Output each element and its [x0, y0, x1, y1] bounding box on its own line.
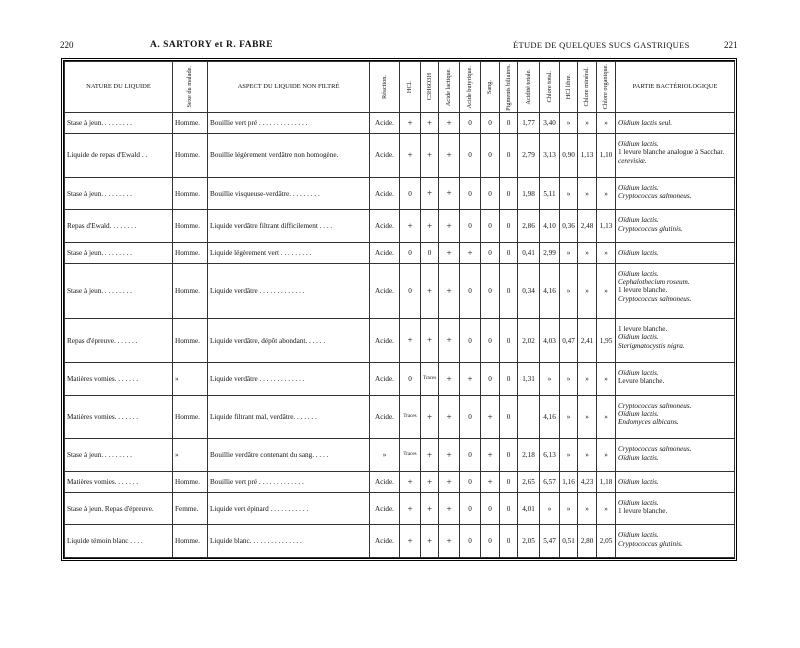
table-row — [65, 242, 735, 263]
data-table — [64, 61, 735, 558]
cell-sexe: » — [173, 439, 208, 471]
cell-hcl: 0 — [400, 242, 421, 263]
column-header-label: Chlore minéral. — [583, 67, 591, 107]
cell-nature: Stase à jeun. . . . . . . . . — [65, 113, 173, 134]
column-header — [460, 62, 481, 113]
cell-clm: » — [578, 177, 597, 209]
cell-nature: Repas d'épreuve. . . . . . . — [65, 319, 173, 363]
cell-acid: 1,77 — [518, 113, 540, 134]
cell-hcll: » — [560, 395, 578, 439]
cell-reaction: Acide. — [370, 113, 400, 134]
column-header-label: Acide butyrique. — [466, 65, 474, 109]
cell-reaction: Acide. — [370, 525, 400, 558]
bacteriology-line: Oïdium lactis. — [618, 453, 659, 462]
column-header-label: Chlore organique. — [602, 64, 610, 110]
cell-sang: 0 — [481, 363, 500, 395]
cell-but: 0 — [460, 492, 481, 524]
cell-sexe: Homme. — [173, 113, 208, 134]
cell-lact: + — [439, 319, 460, 363]
cell-lact: + — [439, 263, 460, 318]
bacteriology-line: Levure blanche. — [618, 377, 665, 386]
running-head-authors: A. SARTORY et R. FABRE — [150, 40, 274, 50]
table-row — [65, 439, 735, 471]
cell-bacteriology — [616, 363, 735, 395]
cell-reaction: Acide. — [370, 242, 400, 263]
cell-bacteriology — [616, 177, 735, 209]
cell-aspect: Liquide filtrant mal, verdâtre. . . . . . . — [208, 395, 370, 439]
cell-cl: 4,10 — [540, 210, 560, 242]
cell-nature: Matières vomies. . . . . . . — [65, 395, 173, 439]
table-row — [65, 319, 735, 363]
bacteriology-line: Cryptococcus salmoneus. — [618, 445, 692, 454]
cell-reaction: Acide. — [370, 263, 400, 318]
cell-acid: 2,86 — [518, 210, 540, 242]
cell-hcll: 0,36 — [560, 210, 578, 242]
table-row — [65, 210, 735, 242]
column-header — [208, 62, 370, 113]
bacteriology-line: 1 levure blanche analogue à Sacchar. — [618, 148, 725, 157]
cell-hcl: + — [400, 134, 421, 178]
bacteriology-line: Oïdium lactis. — [618, 477, 659, 486]
cell-clm: 2,80 — [578, 525, 597, 558]
cell-cl: 4,16 — [540, 395, 560, 439]
column-header — [65, 62, 173, 113]
cell-pig: 0 — [500, 210, 518, 242]
cell-clm: » — [578, 492, 597, 524]
cell-cl: 6,57 — [540, 471, 560, 492]
cell-c3: + — [421, 492, 439, 524]
cell-c3: + — [421, 177, 439, 209]
cell-but: + — [460, 363, 481, 395]
cell-bacteriology — [616, 263, 735, 318]
column-header-label: Acidité totale. — [524, 69, 532, 105]
cell-reaction: Acide. — [370, 471, 400, 492]
cell-nature: Stase à jeun. . . . . . . . . — [65, 242, 173, 263]
cell-clo: 1,95 — [597, 319, 616, 363]
cell-reaction: Acide. — [370, 492, 400, 524]
bacteriology-line: Cephalothecium roseum. — [618, 278, 690, 287]
column-header — [616, 62, 735, 113]
bacteriology-line: Oïdium lactis. — [618, 531, 659, 540]
cell-hcll: » — [560, 363, 578, 395]
table-row — [65, 263, 735, 318]
column-header — [370, 62, 400, 113]
cell-sexe: Homme. — [173, 263, 208, 318]
cell-clm: » — [578, 242, 597, 263]
cell-bacteriology — [616, 395, 735, 439]
cell-pig: 0 — [500, 177, 518, 209]
bacteriology-line: Cryptococcus salmoneus. — [618, 192, 692, 201]
cell-sang: 0 — [481, 134, 500, 178]
cell-pig: 0 — [500, 492, 518, 524]
cell-bacteriology — [616, 319, 735, 363]
cell-clo: » — [597, 363, 616, 395]
cell-c3: + — [421, 395, 439, 439]
cell-clm: » — [578, 363, 597, 395]
cell-clo: » — [597, 439, 616, 471]
cell-pig: 0 — [500, 113, 518, 134]
cell-aspect: Bouillie vert pré . . . . . . . . . . . . . . — [208, 113, 370, 134]
table-row — [65, 134, 735, 178]
bacteriology-line: Sterigmatocystis nigra. — [618, 341, 685, 350]
cell-hcl: + — [400, 525, 421, 558]
column-header-label: ASPECT DU LIQUIDE NON FILTRÉ — [237, 83, 340, 91]
cell-hcl: + — [400, 471, 421, 492]
cell-but: 0 — [460, 210, 481, 242]
table-row — [65, 395, 735, 439]
cell-aspect: Bouillie légèrement verdâtre non homogène. — [208, 134, 370, 178]
running-head-title: ÉTUDE DE QUELQUES SUCS GASTRIQUES — [513, 40, 690, 50]
cell-clo: » — [597, 395, 616, 439]
cell-reaction: » — [370, 439, 400, 471]
cell-clo: » — [597, 177, 616, 209]
cell-acid — [518, 395, 540, 439]
cell-acid: 1,98 — [518, 177, 540, 209]
cell-pig: 0 — [500, 395, 518, 439]
table-row — [65, 363, 735, 395]
column-header-label: Sexe du malade. — [186, 66, 194, 108]
bacteriology-line: 1 levure blanche. — [618, 325, 668, 334]
column-header-label: PARTIE BACTÉRIOLOGIQUE — [632, 83, 718, 91]
page-number-left: 220 — [60, 40, 74, 50]
table-body — [65, 113, 735, 558]
cell-sexe: » — [173, 363, 208, 395]
cell-but: + — [460, 242, 481, 263]
cell-clm: » — [578, 113, 597, 134]
column-header-label: NATURE DU LIQUIDE — [86, 83, 151, 91]
table-row — [65, 113, 735, 134]
cell-clm: 2,48 — [578, 210, 597, 242]
cell-hcll: » — [560, 177, 578, 209]
column-header — [540, 62, 560, 113]
cell-sexe: Homme. — [173, 525, 208, 558]
cell-hcll: » — [560, 113, 578, 134]
table-row — [65, 525, 735, 558]
cell-aspect: Bouillie visqueuse-verdâtre. . . . . . . . . — [208, 177, 370, 209]
cell-acid: 0,34 — [518, 263, 540, 318]
cell-c3: + — [421, 471, 439, 492]
bacteriology-line: Oïdium lactis. — [618, 216, 659, 225]
cell-lact: + — [439, 242, 460, 263]
cell-hcl: 0 — [400, 363, 421, 395]
cell-pig: 0 — [500, 319, 518, 363]
table-row — [65, 492, 735, 524]
bacteriology-line: Oïdium lactis. — [618, 269, 659, 278]
cell-c3: Traces — [421, 363, 439, 395]
cell-sang: 0 — [481, 263, 500, 318]
cell-hcl: Traces — [400, 395, 421, 439]
column-header — [421, 62, 439, 113]
cell-pig: 0 — [500, 471, 518, 492]
cell-hcl: + — [400, 492, 421, 524]
cell-cl: 4,03 — [540, 319, 560, 363]
column-header-label: HCl libre. — [564, 74, 572, 100]
cell-lact: + — [439, 439, 460, 471]
cell-sang: 0 — [481, 177, 500, 209]
cell-acid: 2,02 — [518, 319, 540, 363]
cell-lact: + — [439, 525, 460, 558]
cell-acid: 2,18 — [518, 439, 540, 471]
cell-nature: Matières vomies. . . . . . . — [65, 363, 173, 395]
column-header — [560, 62, 578, 113]
cell-clo: 1,13 — [597, 210, 616, 242]
cell-reaction: Acide. — [370, 177, 400, 209]
cell-hcll: » — [560, 263, 578, 318]
cell-sexe: Homme. — [173, 242, 208, 263]
cell-acid: 0,41 — [518, 242, 540, 263]
cell-c3: + — [421, 263, 439, 318]
bacteriology-line: 1 levure blanche. — [618, 286, 668, 295]
cell-c3: + — [421, 319, 439, 363]
cell-sang: + — [481, 395, 500, 439]
cell-reaction: Acide. — [370, 319, 400, 363]
cell-c3: + — [421, 134, 439, 178]
cell-hcl: 0 — [400, 177, 421, 209]
cell-bacteriology — [616, 525, 735, 558]
cell-clm: 2,41 — [578, 319, 597, 363]
cell-pig: 0 — [500, 134, 518, 178]
cell-acid: 2,05 — [518, 525, 540, 558]
cell-cl: 3,13 — [540, 134, 560, 178]
cell-aspect: Liquide légèrement vert . . . . . . . . . — [208, 242, 370, 263]
cell-clo: 2,05 — [597, 525, 616, 558]
cell-bacteriology — [616, 134, 735, 178]
column-header — [439, 62, 460, 113]
cell-cl: 6,13 — [540, 439, 560, 471]
cell-sang: 0 — [481, 210, 500, 242]
column-header — [500, 62, 518, 113]
cell-but: 0 — [460, 263, 481, 318]
cell-clo: 1,10 — [597, 134, 616, 178]
bacteriology-line: Oïdium lactis seul. — [618, 119, 673, 127]
cell-but: 0 — [460, 471, 481, 492]
bacteriology-line: Oïdium lactis. — [618, 498, 659, 507]
cell-nature: Stase à jeun. Repas d'épreuve. — [65, 492, 173, 524]
bacteriology-line: Oïdium lactis. — [618, 183, 659, 192]
cell-but: 0 — [460, 177, 481, 209]
cell-acid: 2,79 — [518, 134, 540, 178]
cell-hcl: + — [400, 319, 421, 363]
column-header — [400, 62, 421, 113]
cell-acid: 4,01 — [518, 492, 540, 524]
cell-lact: + — [439, 492, 460, 524]
bacteriology-line: Cryptococcus glutinis. — [618, 224, 683, 233]
cell-aspect: Bouillie verdâtre contenant du sang. . . . . — [208, 439, 370, 471]
bacteriology-line: Cryptococcus glutinis. — [618, 539, 683, 548]
cell-nature: Stase à jeun. . . . . . . . . — [65, 439, 173, 471]
bacteriology-line: Oïdium lactis. — [618, 333, 659, 342]
cell-clo: 1,18 — [597, 471, 616, 492]
cell-bacteriology — [616, 439, 735, 471]
cell-hcl: Traces — [400, 439, 421, 471]
cell-but: 0 — [460, 319, 481, 363]
bacteriology-line: Oïdium lactis. — [618, 409, 659, 418]
cell-lact: + — [439, 177, 460, 209]
cell-sexe: Homme. — [173, 210, 208, 242]
cell-hcll: » — [560, 492, 578, 524]
cell-lact: + — [439, 210, 460, 242]
cell-reaction: Acide. — [370, 134, 400, 178]
column-header-label: Acide lactique. — [445, 67, 453, 107]
cell-pig: 0 — [500, 242, 518, 263]
cell-cl: » — [540, 492, 560, 524]
cell-sang: 0 — [481, 113, 500, 134]
cell-nature: Liquide de repas d'Ewald . . — [65, 134, 173, 178]
cell-lact: + — [439, 471, 460, 492]
cell-bacteriology — [616, 471, 735, 492]
cell-sang: 0 — [481, 242, 500, 263]
cell-lact: + — [439, 395, 460, 439]
column-header — [518, 62, 540, 113]
bacteriology-line: 1 levure blanche. — [618, 507, 668, 516]
cell-c3: + — [421, 113, 439, 134]
cell-clo: » — [597, 263, 616, 318]
cell-hcll: 0,47 — [560, 319, 578, 363]
cell-nature: Stase à jeun. . . . . . . . . — [65, 177, 173, 209]
cell-cl: 5,47 — [540, 525, 560, 558]
cell-bacteriology — [616, 242, 735, 263]
column-header-label: Chlore total. — [545, 71, 553, 103]
cell-aspect: Liquide verdâtre filtrant difficilement . . . . — [208, 210, 370, 242]
cell-lact: + — [439, 134, 460, 178]
cell-cl: 5,11 — [540, 177, 560, 209]
cell-c3: + — [421, 210, 439, 242]
cell-hcl: 0 — [400, 263, 421, 318]
bacteriology-line: Oïdium lactis. — [618, 369, 659, 378]
cell-hcl: + — [400, 113, 421, 134]
cell-clo: » — [597, 113, 616, 134]
column-header — [481, 62, 500, 113]
cell-hcll: 0,90 — [560, 134, 578, 178]
cell-lact: + — [439, 113, 460, 134]
cell-aspect: Liquide vert épinard . . . . . . . . . . . — [208, 492, 370, 524]
cell-aspect: Liquide verdâtre . . . . . . . . . . . . . — [208, 263, 370, 318]
cell-but: 0 — [460, 439, 481, 471]
cell-c3: + — [421, 439, 439, 471]
cell-sang: + — [481, 471, 500, 492]
cell-pig: 0 — [500, 439, 518, 471]
column-header-label: Réaction. — [380, 75, 388, 99]
bacteriology-line: cerevisiæ. — [618, 156, 647, 165]
bacteriology-line: Endomyces albicans. — [618, 418, 679, 427]
cell-sexe: Homme. — [173, 319, 208, 363]
cell-hcl: + — [400, 210, 421, 242]
cell-acid: 1,31 — [518, 363, 540, 395]
cell-clm: 1,13 — [578, 134, 597, 178]
cell-clm: » — [578, 395, 597, 439]
cell-bacteriology — [616, 113, 735, 134]
cell-pig: 0 — [500, 263, 518, 318]
cell-aspect: Bouillie vert pré . . . . . . . . . . . . . — [208, 471, 370, 492]
cell-c3: 0 — [421, 242, 439, 263]
page-number-right: 221 — [724, 40, 738, 50]
cell-clo: » — [597, 242, 616, 263]
cell-aspect: Liquide verdâtre . . . . . . . . . . . . . — [208, 363, 370, 395]
cell-lact: + — [439, 363, 460, 395]
cell-sexe: Femme. — [173, 492, 208, 524]
cell-but: 0 — [460, 134, 481, 178]
cell-but: 0 — [460, 525, 481, 558]
bacteriology-line: Cryptococcus salmoneus. — [618, 401, 692, 410]
cell-clm: » — [578, 263, 597, 318]
column-header — [578, 62, 597, 113]
cell-sang: 0 — [481, 492, 500, 524]
cell-sang: + — [481, 439, 500, 471]
cell-sexe: Homme. — [173, 395, 208, 439]
cell-sexe: Homme. — [173, 471, 208, 492]
cell-sexe: Homme. — [173, 134, 208, 178]
cell-c3: + — [421, 525, 439, 558]
cell-nature: Repas d'Ewald. . . . . . . . — [65, 210, 173, 242]
cell-hcll: 1,16 — [560, 471, 578, 492]
table-row — [65, 471, 735, 492]
cell-sang: 0 — [481, 525, 500, 558]
cell-hcll: » — [560, 242, 578, 263]
cell-aspect: Liquide verdâtre, dépôt abondant. . . . . . — [208, 319, 370, 363]
bacteriology-line: Oïdium lactis. — [618, 140, 659, 149]
cell-clm: » — [578, 439, 597, 471]
cell-cl: 4,16 — [540, 263, 560, 318]
cell-clm: 4,23 — [578, 471, 597, 492]
cell-reaction: Acide. — [370, 210, 400, 242]
bacteriology-line: Oïdium lactis. — [618, 248, 659, 257]
cell-bacteriology — [616, 492, 735, 524]
cell-sang: 0 — [481, 319, 500, 363]
column-header-label: Pigments biliaires. — [504, 63, 512, 111]
header-row — [65, 62, 735, 113]
cell-reaction: Acide. — [370, 395, 400, 439]
cell-cl: 2,99 — [540, 242, 560, 263]
cell-clo: » — [597, 492, 616, 524]
cell-reaction: Acide. — [370, 363, 400, 395]
column-header-label: Sang. — [486, 79, 494, 95]
column-header-label: HCl. — [406, 80, 414, 94]
column-header — [597, 62, 616, 113]
bacteriology-line: Cryptococcus salmoneus. — [618, 294, 692, 303]
cell-but: 0 — [460, 395, 481, 439]
cell-nature: Liquide témoin blanc . . . . — [65, 525, 173, 558]
column-header — [173, 62, 208, 113]
cell-pig: 0 — [500, 525, 518, 558]
cell-cl: » — [540, 363, 560, 395]
cell-nature: Matières vomies. . . . . . . — [65, 471, 173, 492]
cell-sexe: Homme. — [173, 177, 208, 209]
cell-pig: 0 — [500, 363, 518, 395]
cell-aspect: Liquide blanc. . . . . . . . . . . . . . . — [208, 525, 370, 558]
cell-hcll: » — [560, 439, 578, 471]
column-header-label: C3H6O3H — [425, 73, 433, 101]
cell-nature: Stase à jeun. . . . . . . . . — [65, 263, 173, 318]
cell-acid: 2,65 — [518, 471, 540, 492]
cell-cl: 3,40 — [540, 113, 560, 134]
cell-bacteriology — [616, 210, 735, 242]
table-row — [65, 177, 735, 209]
cell-but: 0 — [460, 113, 481, 134]
cell-hcll: 0,51 — [560, 525, 578, 558]
